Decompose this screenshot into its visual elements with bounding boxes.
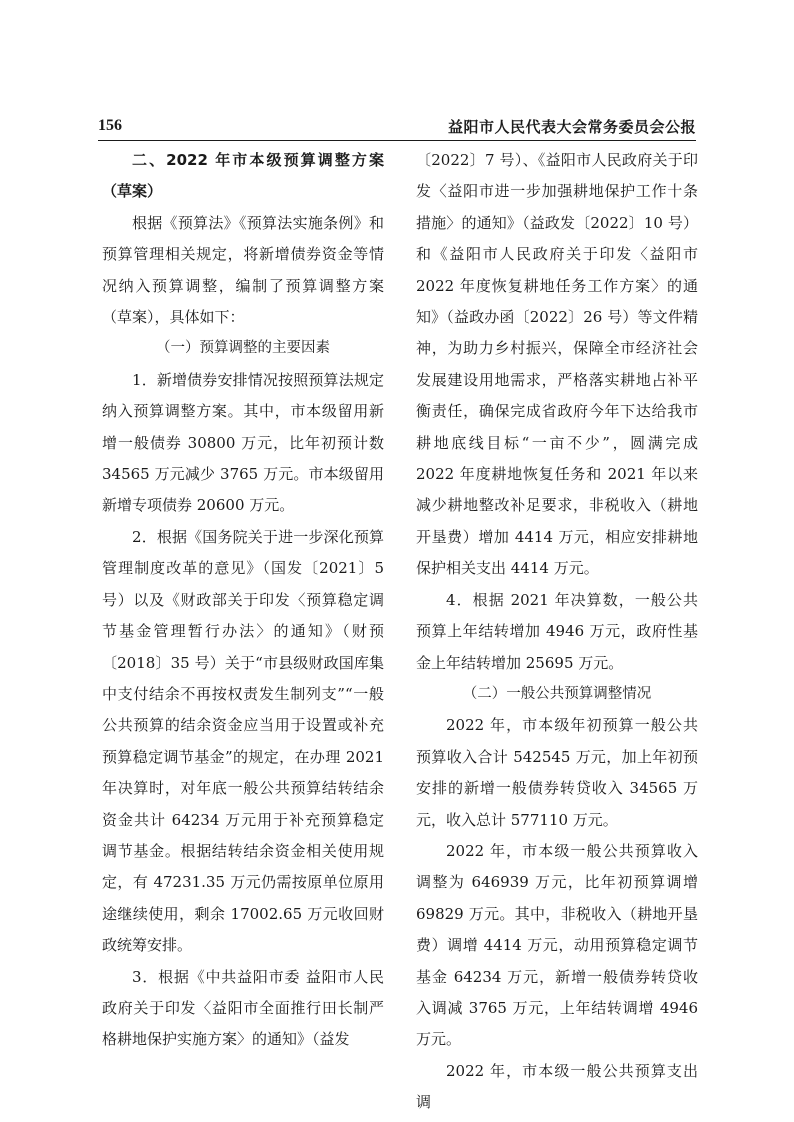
item-3-paragraph-start: 3．根据《中共益阳市委 益阳市人民政府关于印发〈益阳市全面推行田长制严格耕地保护实施方案〉的通知》（益发 <box>102 967 384 1049</box>
section-title: 二、2022 年市本级预算调整方案（草案） <box>102 151 384 201</box>
budget-paragraph-1: 2022 年，市本级年初预算一般公共预算收入合计 542545 万元，加上年初预安排的新增一般债券转贷收入 34565 万元，收入总计 577110 万元。 <box>416 716 698 829</box>
intro-paragraph: 根据《预算法》《预算法实施条例》和预算管理相关规定，将新增债券资金等情况纳入预算调整，编制了预算调整方案（草案），具体如下： <box>102 213 384 327</box>
item-2-paragraph: 2．根据《国务院关于进一步深化预算管理制度改革的意见》（国发〔2021〕5 号）以及《财政部关于印发〈预算稳定调节基金管理暂行办法〉的通知》（财预〔2018〕35 号）关于“市县级财政国库集中支付结余不再按权责发生制列支”“一般公共预算的结余资金应当用于设置或补充预算稳定调节基金”的规定，在办理 2021 年决算时，对年底一般公共预算结转结余资金共计 64234 万元用于补充预算稳定调节基金。根据结转结余资金相关使用规定，有 47231.35 万元仍需按原单位原用途继续使用，剩余 17002.65 万元收回财政统筹安排。 <box>102 527 384 955</box>
budget-paragraph-3: 2022 年，市本级一般公共预算支出调 <box>416 1061 698 1112</box>
budget-paragraph-2: 2022 年，市本级一般公共预算收入调整为 646939 万元，比年初预算调增 69829 万元。其中，非税收入（耕地开垦费）调增 4414 万元，动用预算稳定调节基金 64234 万元，新增一般债券转贷收入调减 3765 万元，上年结转调增 4946 万元。 <box>416 841 698 1049</box>
item-4-paragraph: 4．根据 2021 年决算数，一般公共预算上年结转增加 4946 万元，政府性基金上年结转增加 25695 万元。 <box>416 590 698 672</box>
item-1-paragraph: 1．新增债券安排情况按照预算法规定纳入预算调整方案。其中，市本级留用新增一般债券 30800 万元，比年初预计数 34565 万元减少 3765 万元。市本级留用新增专项债券 20600 万元。 <box>102 370 384 515</box>
left-column <box>102 145 384 1056</box>
subsection-heading-2: （二）一般公共预算调整情况 <box>462 685 652 702</box>
header-rule <box>98 140 696 141</box>
right-column <box>416 145 698 1119</box>
subsection-heading-1: （一）预算调整的主要因素 <box>156 340 330 357</box>
item-3-paragraph-continued: 〔2022〕7 号）、《益阳市人民政府关于印发〈益阳市进一步加强耕地保护工作十条措施〉的通知》（益政发〔2022〕10 号）和《益阳市人民政府关于印发〈益阳市 2022 年度恢复耕地任务工作方案〉的通知》（益政办函〔2022〕26 号）等文件精神，为助力乡村振兴，保障全市经济社会发展建设用地需求，严格落实耕地占补平衡责任，确保完成省政府今年下达给我市耕地底线目标“一亩不少”，圆满完成 2022 年度耕地恢复任务和 2021 年以来减少耕地整改补足要求，非税收入（耕地开垦费）增加 4414 万元，相应安排耕地保护相关支出 4414 万元。 <box>416 151 698 578</box>
journal-title: 益阳市人民代表大会常务委员会公报 <box>447 118 696 136</box>
page-number: 156 <box>98 117 122 134</box>
